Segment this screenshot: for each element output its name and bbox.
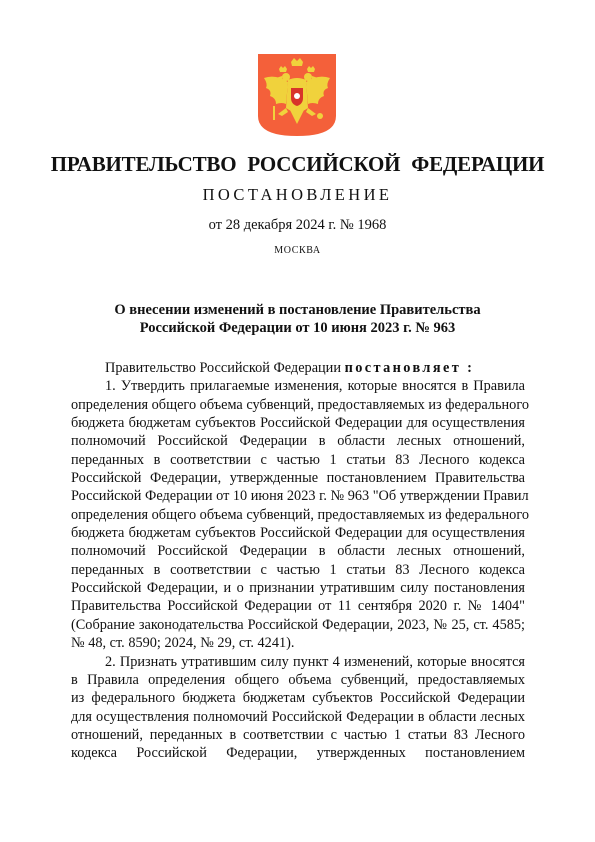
document-body [71, 359, 529, 763]
paragraph-line: отношений, переданных в соответствии с частью 1 статьи 83 Лесного [71, 726, 525, 743]
paragraph-line: из федерального бюджета бюджетам субъектов Российской Федерации [71, 690, 525, 707]
paragraph-line: бюджета бюджетам субъектов Российской Федерации для осуществления [71, 415, 525, 432]
paragraph-line: Российской Федерации, и о признании утратившим силу постановления [71, 580, 525, 597]
paragraph-line: определения общего объема субвенций, предоставляемых из федерального [71, 396, 529, 413]
paragraph-1 [71, 377, 529, 652]
paragraph-line: Российской Федерации от 10 июня 2023 г. № 963 "Об утверждении Правил [71, 488, 529, 505]
paragraph-line: кодекса Российской Федерации, утвержденных постановлением [71, 745, 525, 762]
paragraph-line: 1. Утвердить прилагаемые изменения, которые вносятся в Правила [105, 378, 525, 395]
paragraph-line: для осуществления полномочий Российской Федерации в области лесных [71, 708, 525, 725]
paragraph-line: в Правила определения общего объема субвенций, предоставляемых [71, 671, 525, 688]
subject-line: Российской Федерации от 10 июня 2023 г. № 963 [139, 320, 456, 336]
paragraph-line: бюджета бюджетам субъектов Российской Федерации для осуществления [71, 525, 525, 542]
paragraph-line: переданных в соответствии с частью 1 статьи 83 Лесного кодекса [71, 561, 525, 578]
paragraph-2 [71, 653, 525, 763]
paragraph-line: переданных в соответствии с частью 1 статьи 83 Лесного кодекса [71, 451, 525, 468]
document-city: МОСКВА [274, 245, 321, 256]
paragraph-line: (Собрание законодательства Российской Федерации, 2023, № 25, ст. 4585; [71, 616, 525, 633]
subject-line: О внесении изменений в постановление Правительства [114, 302, 481, 318]
government-title: ПРАВИТЕЛЬСТВО РОССИЙСКОЙ ФЕДЕРАЦИИ [50, 152, 545, 176]
coat-of-arms-emblem [258, 54, 336, 136]
paragraph-line: полномочий Российской Федерации в области лесных отношений, [71, 543, 525, 560]
paragraph-line: 2. Признать утратившим силу пункт 4 изменений, которые вносятся [105, 653, 525, 670]
document-date-number: от 28 декабря 2024 г. № 1968 [208, 217, 387, 233]
russian-coat-of-arms-icon [258, 54, 336, 136]
paragraph-line: определения общего объема субвенций, предоставляемых из федерального [71, 506, 529, 523]
paragraph-line: Российской Федерации, утвержденные постановлением Правительства [71, 470, 525, 487]
paragraph-line: полномочий Российской Федерации в области лесных отношений, [71, 433, 525, 450]
paragraph-line: № 48, ст. 8590; 2024, № 29, ст. 4241). [71, 635, 295, 652]
paragraph-line: Правительства Российской Федерации от 11 сентября 2020 г. № 1404" [71, 598, 525, 615]
document-type: ПОСТАНОВЛЕНИЕ [202, 185, 393, 204]
preamble [71, 359, 525, 377]
decree-word: постановляет : [344, 360, 475, 376]
preamble-text: Правительство Российской Федерации [105, 360, 345, 376]
document-subject [0, 301, 595, 337]
